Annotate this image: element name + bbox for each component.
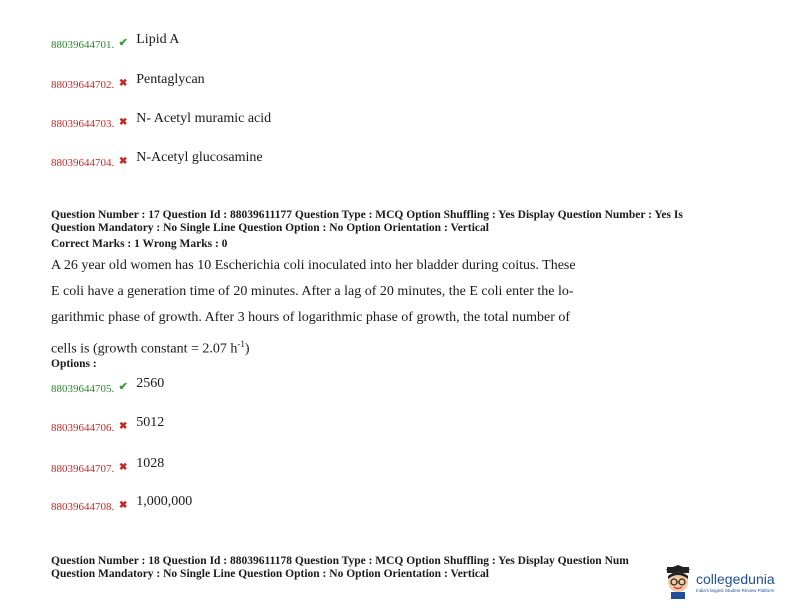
- option-id: 88039644706.: [51, 422, 115, 434]
- option-id: 88039644708.: [51, 501, 115, 513]
- option-row: [51, 111, 271, 130]
- option-row: [51, 72, 205, 91]
- cross-icon: ✖: [119, 78, 128, 89]
- marks-info: Correct Marks : 1 Wrong Marks : 0: [51, 238, 228, 250]
- option-text: N- Acetyl muramic acid: [136, 111, 272, 126]
- option-text: Lipid A: [136, 32, 180, 47]
- option-row: [51, 376, 164, 395]
- option-text: N-Acetyl glucosamine: [136, 150, 263, 165]
- question-header-line: Question Number : 18 Question Id : 88039611178 Question Type : MCQ Option Shuffling : Yes Display Question Num: [51, 555, 629, 567]
- question-line-end: ): [244, 341, 250, 357]
- check-icon: ✔: [118, 381, 128, 393]
- check-icon: ✔: [118, 37, 128, 49]
- option-id: 88039644704.: [51, 157, 115, 169]
- question-header-line: Question Mandatory : No Single Line Question Option : No Option Orientation : Vertical: [51, 222, 489, 234]
- cross-icon: ✖: [119, 156, 128, 167]
- option-id: 88039644702.: [51, 79, 115, 91]
- option-text: 1028: [136, 456, 165, 471]
- option-text: 5012: [136, 415, 165, 430]
- superscript: -1: [237, 339, 245, 349]
- cross-icon: ✖: [119, 500, 128, 511]
- cross-icon: ✖: [119, 462, 128, 473]
- question-line: garithmic phase of growth. After 3 hours of logarithmic phase of growth, the total number of: [51, 310, 571, 325]
- cross-icon: ✖: [119, 117, 128, 128]
- option-text: 2560: [136, 376, 165, 391]
- question-header-line: Question Mandatory : No Single Line Question Option : No Option Orientation : Vertical: [51, 568, 489, 580]
- question-line: A 26 year old women has 10 Escherichia coli inoculated into her bladder during coitus. These: [51, 258, 576, 273]
- option-text: 1,000,000: [136, 494, 193, 509]
- option-text: Pentaglycan: [136, 72, 205, 87]
- question-header-line: Question Number : 17 Question Id : 88039611177 Question Type : MCQ Option Shuffling : Yes Display Question Number : Yes Is: [51, 209, 683, 221]
- question-line-text: cells is (growth constant = 2.07 h: [51, 341, 238, 357]
- option-id: 88039644705.: [51, 383, 115, 395]
- question-line: [51, 331, 641, 363]
- option-row: [51, 415, 164, 434]
- option-row: [51, 32, 179, 51]
- question-text: [51, 253, 641, 363]
- question-header: [51, 209, 683, 235]
- option-row: [51, 456, 164, 475]
- option-id: 88039644707.: [51, 463, 115, 475]
- option-row: [51, 150, 263, 169]
- cross-icon: ✖: [119, 421, 128, 432]
- options-label: Options :: [51, 358, 97, 370]
- collegedunia-logo: [664, 560, 789, 604]
- mascot-icon: [664, 565, 692, 599]
- option-id: 88039644701.: [51, 39, 115, 51]
- question-line: E coli have a generation time of 20 minutes. After a lag of 20 minutes, the E coli enter the lo-: [51, 284, 574, 299]
- logo-tagline: India's largest Student Review Platform: [696, 587, 775, 593]
- option-row: [51, 494, 192, 513]
- question-header: [51, 555, 651, 581]
- logo-name: collegedunia: [696, 570, 775, 587]
- option-id: 88039644703.: [51, 118, 115, 130]
